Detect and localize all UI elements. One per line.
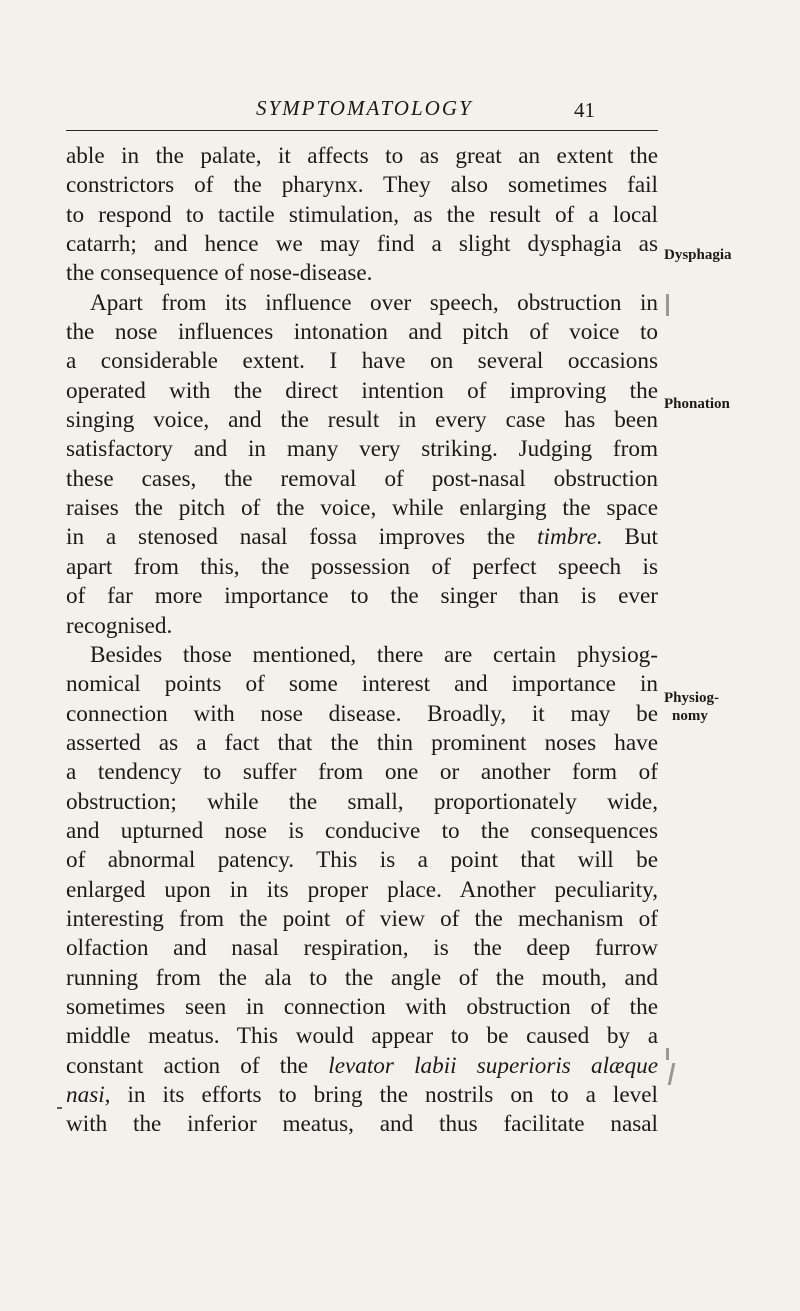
text-run: But	[602, 524, 658, 551]
text-line: a considerable extent. I have on several occasions	[66, 348, 658, 375]
margin-bracket-mark	[668, 1063, 676, 1085]
italic-term-levator: levator labii superioris alæque	[328, 1052, 658, 1079]
text-line: sometimes seen in connection with obstruction of the	[66, 993, 658, 1020]
page-number: 41	[574, 98, 595, 122]
text-run: in its efforts to bring the nostrils on to a level	[110, 1082, 658, 1108]
text-line: the consequence of nose-disease.	[66, 260, 373, 287]
header-rule	[66, 130, 658, 131]
text-line: operated with the direct intention of improving the	[66, 377, 658, 404]
text-line: of far more importance to the singer than is ever	[66, 583, 658, 610]
text-line: recognised.	[66, 612, 173, 639]
text-line: these cases, the removal of post-nasal obstruction	[66, 465, 658, 492]
body-text	[66, 142, 658, 1140]
running-head	[0, 96, 800, 126]
text-line: the nose influences intonation and pitch of voice to	[66, 319, 658, 346]
text-line: interesting from the point of view of the mechanism of	[66, 905, 658, 932]
text-run: in a stenosed nasal fossa improves the	[66, 524, 538, 551]
text-line: running from the ala to the angle of the mouth, and	[66, 964, 658, 991]
text-line: able in the palate, it affects to as great an extent the	[66, 143, 658, 169]
text-line: olfaction and nasal respiration, is the deep furrow	[66, 935, 658, 962]
margin-bracket-mark	[666, 294, 669, 316]
text-line: connection with nose disease. Broadly, it may be	[66, 700, 658, 727]
text-line: raises the pitch of the voice, while enlarging the space	[66, 495, 658, 522]
text-line: asserted as a fact that the thin prominent noses have	[66, 729, 658, 756]
text-line: obstruction; while the small, proportionately wide,	[66, 788, 658, 815]
text-line: satisfactory and in many very striking. Judging from	[66, 436, 658, 463]
text-line: apart from this, the possession of perfect speech is	[66, 553, 658, 580]
text-line: Besides those mentioned, there are certain physiog-	[90, 641, 658, 668]
text-line: middle meatus. This would appear to be caused by a	[66, 1023, 658, 1050]
margin-dash-mark	[57, 1107, 62, 1109]
text-line: to respond to tactile stimulation, as the result of a local	[66, 201, 658, 228]
text-line: singing voice, and the result in every case has been	[66, 407, 658, 434]
italic-term-timbre: timbre.	[537, 524, 603, 551]
text-line: constrictors of the pharynx. They also sometimes fail	[66, 172, 658, 199]
italic-term-nasi: nasi,	[66, 1082, 111, 1108]
text-line: enlarged upon in its proper place. Another peculiarity,	[66, 876, 658, 903]
sidenote-physiognomy-line1: Physiog-	[664, 690, 720, 706]
text-line	[66, 523, 658, 552]
text-line: nomical points of some interest and importance in	[66, 671, 658, 698]
text-line: catarrh; and hence we may find a slight dysphagia as	[66, 231, 658, 258]
text-line	[66, 1052, 658, 1081]
text-line	[66, 1081, 658, 1110]
text-line: of abnormal patency. This is a point that will be	[66, 847, 658, 874]
margin-bracket-mark	[666, 1048, 669, 1060]
sidenote-physiognomy-line2: nomy	[672, 708, 708, 724]
text-run: constant action of the	[66, 1052, 329, 1079]
running-title: SYMPTOMATOLOGY	[256, 96, 473, 120]
text-line: and upturned nose is conducive to the consequences	[66, 817, 658, 844]
text-line: with the inferior meatus, and thus facilitate nasal	[66, 1111, 658, 1138]
sidenote-dysphagia: Dysphagia	[664, 247, 732, 263]
text-line: a tendency to suffer from one or another form of	[66, 759, 658, 786]
text-line: Apart from its influence over speech, obstruction in	[90, 289, 658, 316]
sidenote-phonation: Phonation	[664, 396, 730, 412]
